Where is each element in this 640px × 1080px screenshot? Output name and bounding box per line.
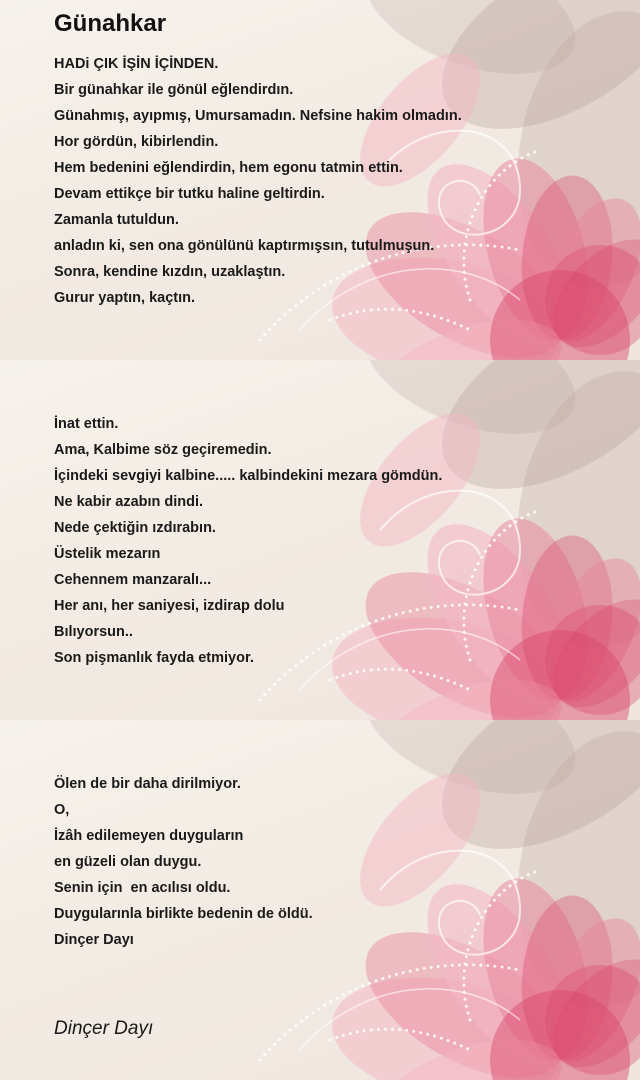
poem-line: O, <box>54 802 70 818</box>
poem-line: Cehennem manzaralı... <box>54 572 212 588</box>
poem-line: Son pişmanlık fayda etmiyor. <box>54 650 254 666</box>
poem-line: Devam ettikçe bir tutku haline geltirdin. <box>54 186 325 202</box>
poem-signature-line: Dinçer Dayı <box>54 932 134 948</box>
stanza-2 <box>54 411 442 671</box>
poem-line: Ne kabir azabın dindi. <box>54 494 204 510</box>
poem-line: Duygularınla birlikte bedenin de öldü. <box>54 906 313 922</box>
poem-line: Sonra, kendine kızdın, uzaklaştın. <box>54 264 286 280</box>
poem-line: Bir günahkar ile gönül eğlendirdın. <box>54 82 294 98</box>
poem-line: en güzeli olan duygu. <box>54 854 202 870</box>
poem-line: Üstelik mezarın <box>54 546 161 562</box>
poem-line: Zamanla tutuldun. <box>54 212 179 228</box>
poem-line: Gurur yaptın, kaçtın. <box>54 290 195 306</box>
poem-line: Her anı, her saniyesi, izdirap dolu <box>54 598 285 614</box>
poem-line: anladın ki, sen ona gönülünü kaptırmışsın, tutulmuşun. <box>54 238 435 254</box>
poem-line: Ölen de bir daha dirilmiyor. <box>54 776 241 792</box>
poem-line: Hem bedenini eğlendirdin, hem egonu tatmin ettin. <box>54 160 403 176</box>
poem-line: İçindeki sevgiyi kalbine..... kalbindekini mezara gömdün. <box>54 468 443 484</box>
poem-line: HADi ÇIK İŞİN İÇİNDEN. <box>54 56 219 72</box>
poem-author: Dinçer Dayı <box>54 1018 154 1039</box>
poem-line: Nede çektiğin ızdırabın. <box>54 520 216 536</box>
poem-line: İzâh edilemeyen duyguların <box>54 828 244 844</box>
poem-line: Hor gördün, kibirlendin. <box>54 134 219 150</box>
poem-line: Bılıyorsun.. <box>54 624 133 640</box>
stanza-1 <box>54 51 462 311</box>
poem-line: Günahmış, ayıpmış, Umursamadın. Nefsine hakim olmadın. <box>54 108 462 124</box>
stanza-3 <box>54 771 313 953</box>
poem-line: İnat ettin. <box>54 416 119 432</box>
poem-line: Ama, Kalbime söz geçiremedin. <box>54 442 272 458</box>
poem-title: Günahkar <box>54 10 167 37</box>
poem-line: Senin için en acılısı oldu. <box>54 880 231 896</box>
